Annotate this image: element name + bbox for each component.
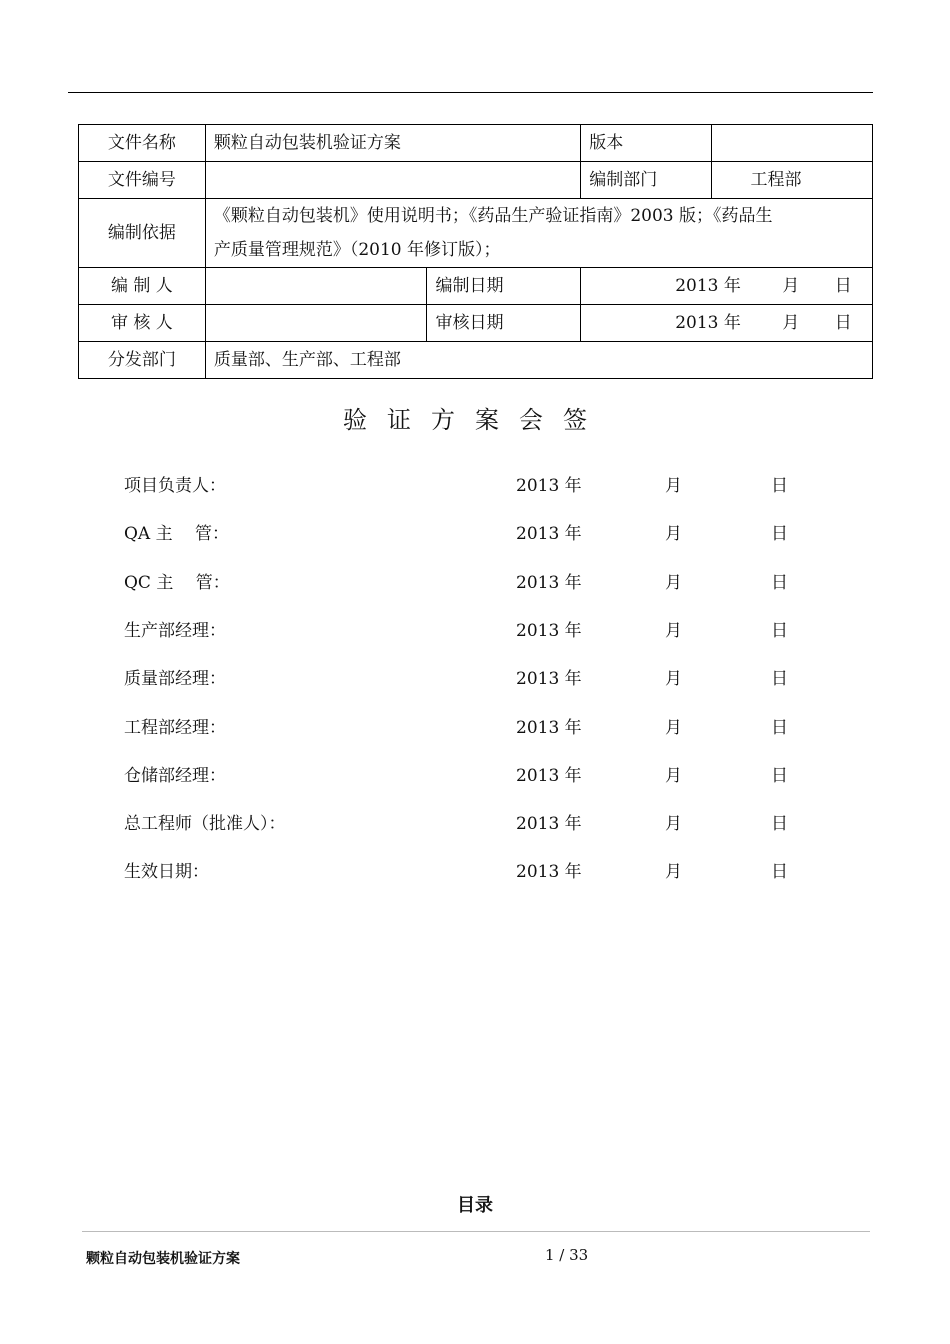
date-year: 2013 年	[675, 313, 741, 333]
basis-line-1: 《颗粒自动包装机》使用说明书；《药品生产验证指南》2003 版；《药品生	[213, 206, 773, 226]
date-day: 日	[834, 313, 852, 333]
document-info-table	[78, 124, 873, 379]
signoff-row	[0, 713, 950, 743]
header-rule	[68, 92, 873, 93]
table-row	[79, 342, 873, 379]
file-name-value: 颗粒自动包装机验证方案	[205, 125, 580, 162]
signoff-year: 2013 年	[516, 766, 582, 786]
signoff-day: 日	[771, 524, 788, 544]
table-row	[79, 162, 873, 199]
signoff-year: 2013 年	[516, 524, 582, 544]
basis-value	[205, 199, 872, 268]
file-no-value	[205, 162, 580, 199]
signoff-year: 2013 年	[516, 573, 582, 593]
page-indicator: 1 / 33	[545, 1246, 589, 1264]
signoff-row	[0, 616, 950, 646]
signoff-label: 项目负责人：	[124, 476, 226, 496]
signoff-month: 月	[665, 573, 682, 593]
signoff-label: 工程部经理：	[124, 718, 226, 738]
file-no-label: 文件编号	[79, 162, 206, 199]
signoff-month: 月	[665, 766, 682, 786]
signoff-row	[0, 761, 950, 791]
distribution-value: 质量部、生产部、工程部	[205, 342, 872, 379]
reviewer-label: 审 核 人	[79, 305, 206, 342]
signoff-label: QC 主 管：	[124, 573, 230, 593]
signoff-label: 仓储部经理：	[124, 766, 226, 786]
file-name-label: 文件名称	[79, 125, 206, 162]
reviewer-date-label: 审核日期	[427, 305, 581, 342]
footer-doc-title: 颗粒自动包装机验证方案	[86, 1251, 240, 1267]
footer-rule	[82, 1231, 870, 1232]
signoff-day: 日	[771, 669, 788, 689]
signoff-year: 2013 年	[516, 718, 582, 738]
table-row	[79, 268, 873, 305]
table-row	[79, 199, 873, 268]
table-row	[79, 305, 873, 342]
signoff-row	[0, 471, 950, 501]
signoff-row	[0, 857, 950, 887]
signoff-day: 日	[771, 621, 788, 641]
signoff-month: 月	[665, 669, 682, 689]
basis-line-2: 产质量管理规范》（2010 年修订版）；	[213, 240, 501, 260]
date-year: 2013 年	[675, 276, 741, 296]
signoff-row	[0, 568, 950, 598]
signoff-row	[0, 664, 950, 694]
signoff-month: 月	[665, 862, 682, 882]
signoff-day: 日	[771, 814, 788, 834]
signoff-label: 质量部经理：	[124, 669, 226, 689]
signoff-month: 月	[665, 476, 682, 496]
signoff-day: 日	[771, 766, 788, 786]
signoff-day: 日	[771, 573, 788, 593]
signoff-label: 生效日期：	[124, 862, 209, 882]
dept-value: 工程部	[712, 162, 873, 199]
distribution-label: 分发部门	[79, 342, 206, 379]
reviewer-value	[205, 305, 427, 342]
toc-heading: 目录	[457, 1195, 493, 1216]
author-label: 编 制 人	[79, 268, 206, 305]
date-month: 月	[782, 313, 800, 333]
signoff-year: 2013 年	[516, 669, 582, 689]
reviewer-date-value	[581, 305, 873, 342]
date-day: 日	[834, 276, 852, 296]
signoff-day: 日	[771, 718, 788, 738]
signoff-label: 总工程师（批准人）：	[124, 814, 286, 834]
signoff-row	[0, 519, 950, 549]
dept-label: 编制部门	[581, 162, 712, 199]
signoff-title: 验证方案会签	[343, 406, 607, 434]
basis-label: 编制依据	[79, 199, 206, 268]
signoff-day: 日	[771, 476, 788, 496]
author-date-label: 编制日期	[427, 268, 581, 305]
signoff-month: 月	[665, 621, 682, 641]
signoff-year: 2013 年	[516, 621, 582, 641]
signoff-month: 月	[665, 718, 682, 738]
signoff-year: 2013 年	[516, 862, 582, 882]
signoff-year: 2013 年	[516, 476, 582, 496]
signoff-month: 月	[665, 814, 682, 834]
signoff-year: 2013 年	[516, 814, 582, 834]
signoff-label: QA 主 管：	[124, 524, 230, 544]
version-label: 版本	[581, 125, 712, 162]
signoff-label: 生产部经理：	[124, 621, 226, 641]
signoff-row	[0, 809, 950, 839]
version-value	[712, 125, 873, 162]
author-date-value	[581, 268, 873, 305]
signoff-month: 月	[665, 524, 682, 544]
date-month: 月	[782, 276, 800, 296]
signoff-day: 日	[771, 862, 788, 882]
table-row	[79, 125, 873, 162]
author-value	[205, 268, 427, 305]
